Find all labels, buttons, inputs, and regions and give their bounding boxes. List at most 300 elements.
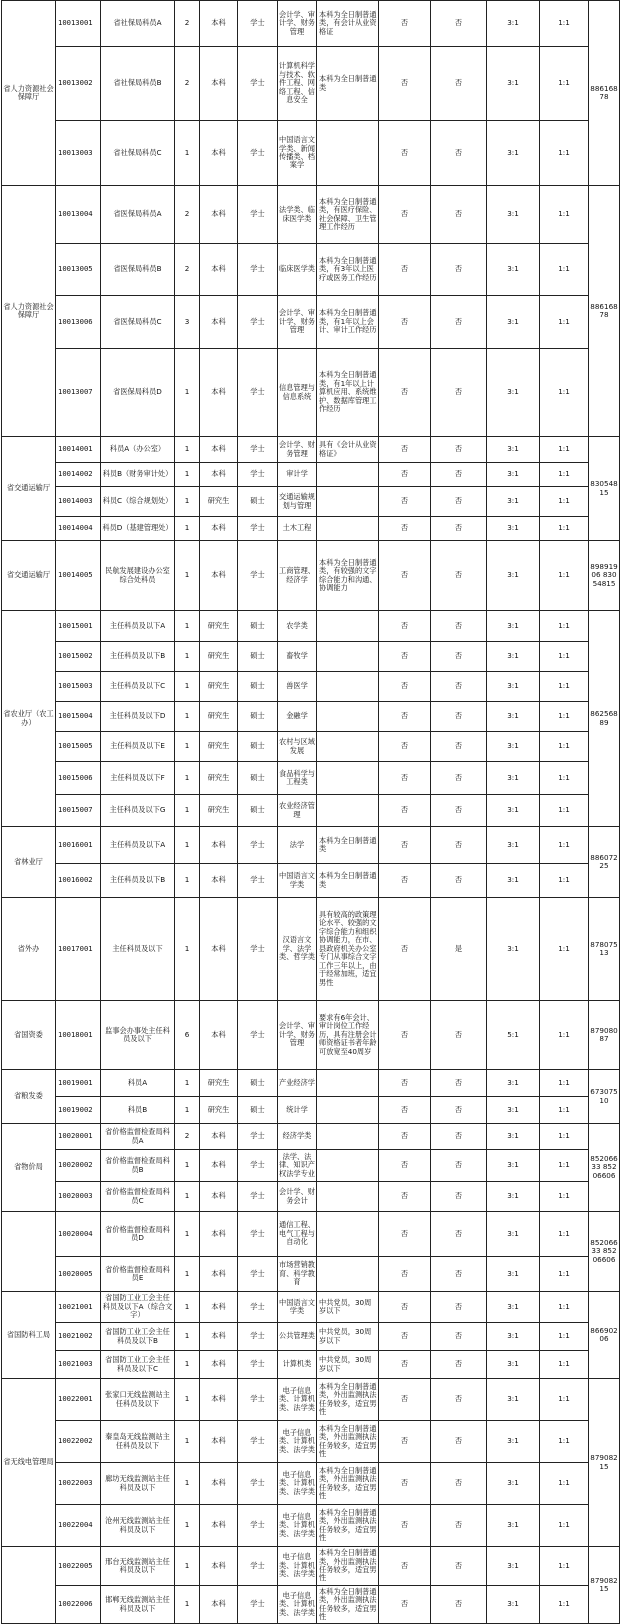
department-cell: 省农业厅（农工办） xyxy=(2,611,56,827)
exam-ratio-cell: 3:1 xyxy=(487,1379,540,1421)
degree-cell: 硕士 xyxy=(238,702,278,732)
major-cell: 计算机科学与技术、软件工程、网络工程、信息安全 xyxy=(278,47,317,121)
table-row xyxy=(2,1323,620,1351)
table-row xyxy=(2,1292,620,1323)
flag-a-cell: 否 xyxy=(379,296,431,349)
position-name-cell: 科员D（基建管理处） xyxy=(101,517,175,541)
table-row xyxy=(2,1547,620,1586)
major-cell: 电子信息类、计算机类、法学类 xyxy=(278,1547,317,1586)
flag-b-cell: 否 xyxy=(431,1351,487,1379)
hiring-count-cell: 1 xyxy=(175,1182,200,1212)
degree-cell: 学士 xyxy=(238,1292,278,1323)
flag-b-cell: 否 xyxy=(431,864,487,898)
requirements-cell: 中共党员，30周岁以下 xyxy=(317,1351,379,1379)
position-code-cell: 10021003 xyxy=(56,1351,101,1379)
hiring-count-cell: 1 xyxy=(175,702,200,732)
requirements-cell: 本科为全日制普通类，有3年以上医疗或医务工作经历 xyxy=(317,244,379,296)
interview-ratio-cell: 1:1 xyxy=(540,47,589,121)
requirements-cell: 本科为全日制普通类，外出监测执法任务较多，适宜男性 xyxy=(317,1463,379,1505)
major-cell: 中国语言文学类、新闻传播类、档案学 xyxy=(278,121,317,186)
position-name-cell: 省医保局科员D xyxy=(101,349,175,437)
interview-ratio-cell: 1:1 xyxy=(540,1001,589,1070)
interview-ratio-cell: 1:1 xyxy=(540,1070,589,1097)
flag-b-cell: 否 xyxy=(431,1586,487,1624)
hiring-count-cell: 1 xyxy=(175,1097,200,1124)
interview-ratio-cell: 1:1 xyxy=(540,296,589,349)
degree-cell: 学士 xyxy=(238,1257,278,1292)
hiring-count-cell: 1 xyxy=(175,672,200,702)
exam-ratio-cell: 3:1 xyxy=(487,1292,540,1323)
flag-a-cell: 否 xyxy=(379,702,431,732)
hiring-count-cell: 1 xyxy=(175,1150,200,1182)
interview-ratio-cell: 1:1 xyxy=(540,827,589,864)
major-cell: 法学 xyxy=(278,827,317,864)
position-code-cell: 10016002 xyxy=(56,864,101,898)
flag-b-cell: 否 xyxy=(431,702,487,732)
education-level-cell: 本科 xyxy=(200,1,238,47)
flag-b-cell: 否 xyxy=(431,1182,487,1212)
degree-cell: 学士 xyxy=(238,1323,278,1351)
hiring-count-cell: 2 xyxy=(175,186,200,244)
degree-cell: 学士 xyxy=(238,1586,278,1624)
table-row xyxy=(2,296,620,349)
requirements-cell xyxy=(317,463,379,487)
hiring-count-cell: 1 xyxy=(175,463,200,487)
exam-ratio-cell: 3:1 xyxy=(487,1124,540,1150)
major-cell: 电子信息类、计算机类、法学类 xyxy=(278,1505,317,1547)
requirements-cell: 中共党员，30周岁以下 xyxy=(317,1292,379,1323)
table-row xyxy=(2,1351,620,1379)
major-cell: 农业经济管理 xyxy=(278,795,317,827)
department-cell: 省交通运输厅 xyxy=(2,541,56,611)
contact-phone-cell: 86690206 xyxy=(589,1292,620,1379)
flag-a-cell: 否 xyxy=(379,1257,431,1292)
position-name-cell: 主任科员及以下F xyxy=(101,762,175,795)
flag-a-cell: 否 xyxy=(379,541,431,611)
flag-a-cell: 否 xyxy=(379,1150,431,1182)
exam-ratio-cell: 3:1 xyxy=(487,1351,540,1379)
major-cell: 工商管理、经济学 xyxy=(278,541,317,611)
flag-b-cell: 否 xyxy=(431,827,487,864)
table-row xyxy=(2,1182,620,1212)
requirements-cell xyxy=(317,642,379,672)
flag-b-cell: 否 xyxy=(431,487,487,517)
exam-ratio-cell: 3:1 xyxy=(487,487,540,517)
flag-b-cell: 否 xyxy=(431,1150,487,1182)
flag-b-cell: 否 xyxy=(431,186,487,244)
table-row xyxy=(2,1150,620,1182)
education-level-cell: 本科 xyxy=(200,1323,238,1351)
position-code-cell: 10020003 xyxy=(56,1182,101,1212)
education-level-cell: 本科 xyxy=(200,1150,238,1182)
department-cell: 省林业厅 xyxy=(2,827,56,898)
hiring-count-cell: 1 xyxy=(175,487,200,517)
flag-b-cell: 否 xyxy=(431,1,487,47)
education-level-cell: 本科 xyxy=(200,1421,238,1463)
flag-a-cell: 否 xyxy=(379,1351,431,1379)
major-cell: 中国语言文学类 xyxy=(278,1292,317,1323)
department-cell: 省国资委 xyxy=(2,1001,56,1070)
position-code-cell: 10021002 xyxy=(56,1323,101,1351)
education-level-cell: 本科 xyxy=(200,1292,238,1323)
degree-cell: 学士 xyxy=(238,463,278,487)
education-level-cell: 本科 xyxy=(200,1586,238,1624)
table-row xyxy=(2,186,620,244)
flag-a-cell: 否 xyxy=(379,1379,431,1421)
hiring-count-cell: 1 xyxy=(175,1212,200,1257)
education-level-cell: 本科 xyxy=(200,827,238,864)
position-code-cell: 10013006 xyxy=(56,296,101,349)
exam-ratio-cell: 3:1 xyxy=(487,349,540,437)
exam-ratio-cell: 3:1 xyxy=(487,1463,540,1505)
contact-phone-cell: 88616878 xyxy=(589,186,620,437)
position-name-cell: 省国防工业工会主任科员及以下A（综合文字） xyxy=(101,1292,175,1323)
flag-a-cell: 否 xyxy=(379,1182,431,1212)
position-code-cell: 10015006 xyxy=(56,762,101,795)
flag-a-cell: 否 xyxy=(379,864,431,898)
position-name-cell: 张家口无线监测站主任科员及以下 xyxy=(101,1379,175,1421)
table-row xyxy=(2,732,620,762)
interview-ratio-cell: 1:1 xyxy=(540,1097,589,1124)
exam-ratio-cell: 3:1 xyxy=(487,1212,540,1257)
education-level-cell: 本科 xyxy=(200,1379,238,1421)
major-cell: 电子信息类、计算机类、法学类 xyxy=(278,1421,317,1463)
flag-a-cell: 否 xyxy=(379,437,431,463)
major-cell: 会计学、审计学、财务管理 xyxy=(278,296,317,349)
major-cell: 土木工程 xyxy=(278,517,317,541)
table-row xyxy=(2,244,620,296)
major-cell: 汉语言文学、法学类、哲学类 xyxy=(278,898,317,1001)
flag-b-cell: 否 xyxy=(431,762,487,795)
interview-ratio-cell: 1:1 xyxy=(540,611,589,642)
position-code-cell: 10013001 xyxy=(56,1,101,47)
table-row xyxy=(2,864,620,898)
degree-cell: 学士 xyxy=(238,349,278,437)
position-name-cell: 省社保局科员A xyxy=(101,1,175,47)
flag-a-cell: 否 xyxy=(379,47,431,121)
contact-phone-cell: 67307510 xyxy=(589,1070,620,1124)
contact-phone-cell: 88616878 xyxy=(589,1,620,186)
position-code-cell: 10017001 xyxy=(56,898,101,1001)
flag-b-cell: 否 xyxy=(431,642,487,672)
exam-ratio-cell: 3:1 xyxy=(487,795,540,827)
major-cell: 会计学、审计学、财务管理 xyxy=(278,1,317,47)
interview-ratio-cell: 1:1 xyxy=(540,517,589,541)
department-cell: 省人力资源社会保障厅 xyxy=(2,186,56,437)
requirements-cell xyxy=(317,795,379,827)
position-name-cell: 省价格监督检查局科员B xyxy=(101,1150,175,1182)
contact-phone-cell: 87807513 xyxy=(589,898,620,1001)
degree-cell: 学士 xyxy=(238,1547,278,1586)
education-level-cell: 本科 xyxy=(200,541,238,611)
exam-ratio-cell: 3:1 xyxy=(487,1547,540,1586)
hiring-count-cell: 1 xyxy=(175,349,200,437)
position-code-cell: 10022006 xyxy=(56,1586,101,1624)
position-name-cell: 主任科员及以下C xyxy=(101,672,175,702)
position-name-cell: 主任科员及以下B xyxy=(101,864,175,898)
hiring-count-cell: 1 xyxy=(175,1505,200,1547)
major-cell: 电子信息类、计算机类、法学类 xyxy=(278,1463,317,1505)
position-code-cell: 10022002 xyxy=(56,1421,101,1463)
position-code-cell: 10015007 xyxy=(56,795,101,827)
flag-a-cell: 否 xyxy=(379,898,431,1001)
degree-cell: 学士 xyxy=(238,244,278,296)
hiring-count-cell: 1 xyxy=(175,864,200,898)
flag-a-cell: 否 xyxy=(379,642,431,672)
position-code-cell: 10020005 xyxy=(56,1257,101,1292)
education-level-cell: 本科 xyxy=(200,898,238,1001)
major-cell: 经济学类 xyxy=(278,1124,317,1150)
requirements-cell xyxy=(317,1097,379,1124)
position-code-cell: 10013005 xyxy=(56,244,101,296)
flag-b-cell: 否 xyxy=(431,1292,487,1323)
table-row xyxy=(2,1421,620,1463)
interview-ratio-cell: 1:1 xyxy=(540,864,589,898)
major-cell: 电子信息类、计算机类、法学类 xyxy=(278,1586,317,1624)
requirements-cell: 本科为全日制普通类，有1年以上计算机应用、系统维护、数据库管理工作经历 xyxy=(317,349,379,437)
flag-a-cell: 否 xyxy=(379,1070,431,1097)
degree-cell: 硕士 xyxy=(238,1070,278,1097)
requirements-cell xyxy=(317,1257,379,1292)
major-cell: 电子信息类、计算机类、法学类 xyxy=(278,1379,317,1421)
hiring-count-cell: 1 xyxy=(175,1379,200,1421)
position-name-cell: 沧州无线监测站主任科员及以下 xyxy=(101,1505,175,1547)
exam-ratio-cell: 3:1 xyxy=(487,1182,540,1212)
exam-ratio-cell: 3:1 xyxy=(487,1097,540,1124)
requirements-cell: 要求有6年会计、审计岗位工作经历，具有注册会计师资格证书者年龄可放宽至40周岁 xyxy=(317,1001,379,1070)
position-name-cell: 主任科员及以下A xyxy=(101,827,175,864)
education-level-cell: 研究生 xyxy=(200,762,238,795)
position-code-cell: 10015005 xyxy=(56,732,101,762)
exam-ratio-cell: 3:1 xyxy=(487,121,540,186)
interview-ratio-cell: 1:1 xyxy=(540,244,589,296)
requirements-cell xyxy=(317,1182,379,1212)
hiring-count-cell: 6 xyxy=(175,1001,200,1070)
requirements-cell: 具有较高的政策理论水平、较强的文字综合能力和组织协调能力，在市、县政府机关办公室专门从事综合文字工作三年以上，由于经常加班，适宜男性 xyxy=(317,898,379,1001)
degree-cell: 学士 xyxy=(238,898,278,1001)
education-level-cell: 研究生 xyxy=(200,611,238,642)
hiring-count-cell: 1 xyxy=(175,642,200,672)
flag-a-cell: 否 xyxy=(379,732,431,762)
exam-ratio-cell: 3:1 xyxy=(487,732,540,762)
degree-cell: 学士 xyxy=(238,1505,278,1547)
requirements-cell xyxy=(317,702,379,732)
table-row xyxy=(2,487,620,517)
requirements-cell: 本科为全日制普通类，有1年以上会计、审计工作经历 xyxy=(317,296,379,349)
position-code-cell: 10016001 xyxy=(56,827,101,864)
flag-a-cell: 否 xyxy=(379,827,431,864)
exam-ratio-cell: 3:1 xyxy=(487,898,540,1001)
interview-ratio-cell: 1:1 xyxy=(540,1257,589,1292)
position-name-cell: 省国防工业工会主任科员及以下C xyxy=(101,1351,175,1379)
requirements-cell: 本科为全日制普通类，有较强的文字综合能力和沟通、协调能力 xyxy=(317,541,379,611)
exam-ratio-cell: 3:1 xyxy=(487,611,540,642)
table-row xyxy=(2,702,620,732)
interview-ratio-cell: 1:1 xyxy=(540,702,589,732)
degree-cell: 学士 xyxy=(238,1379,278,1421)
requirements-cell: 本科为全日制普通类，外出监测执法任务较多，适宜男性 xyxy=(317,1379,379,1421)
interview-ratio-cell: 1:1 xyxy=(540,732,589,762)
requirements-cell: 中共党员，30周岁以下 xyxy=(317,1323,379,1351)
contact-phone-cell: 85206633 85206606 xyxy=(589,1212,620,1292)
interview-ratio-cell: 1:1 xyxy=(540,541,589,611)
hiring-count-cell: 1 xyxy=(175,1292,200,1323)
position-name-cell: 秦皇岛无线监测站主任科员及以下 xyxy=(101,1421,175,1463)
position-code-cell: 10022003 xyxy=(56,1463,101,1505)
flag-a-cell: 否 xyxy=(379,1124,431,1150)
education-level-cell: 本科 xyxy=(200,1124,238,1150)
hiring-count-cell: 1 xyxy=(175,611,200,642)
table-row xyxy=(2,349,620,437)
interview-ratio-cell: 1:1 xyxy=(540,121,589,186)
degree-cell: 学士 xyxy=(238,1463,278,1505)
degree-cell: 学士 xyxy=(238,1,278,47)
major-cell: 中国语言文学类 xyxy=(278,864,317,898)
department-cell: 省外办 xyxy=(2,898,56,1001)
degree-cell: 学士 xyxy=(238,827,278,864)
department-cell: 省交通运输厅 xyxy=(2,437,56,541)
exam-ratio-cell: 3:1 xyxy=(487,864,540,898)
major-cell: 计算机类 xyxy=(278,1351,317,1379)
position-name-cell: 邯郸无线监测站主任科员及以下 xyxy=(101,1586,175,1624)
department-cell: 省物价局 xyxy=(2,1124,56,1212)
major-cell: 会计学、审计学、财务管理 xyxy=(278,1001,317,1070)
position-name-cell: 科员B（财务审计处） xyxy=(101,463,175,487)
major-cell: 法学、法律、知识产权法学专业 xyxy=(278,1150,317,1182)
degree-cell: 学士 xyxy=(238,1124,278,1150)
table-row xyxy=(2,611,620,642)
education-level-cell: 本科 xyxy=(200,244,238,296)
table-row xyxy=(2,1586,620,1624)
hiring-count-cell: 1 xyxy=(175,1257,200,1292)
education-level-cell: 本科 xyxy=(200,186,238,244)
interview-ratio-cell: 1:1 xyxy=(540,1124,589,1150)
position-name-cell: 科员C（综合规划处） xyxy=(101,487,175,517)
requirements-cell xyxy=(317,672,379,702)
table-row xyxy=(2,1212,620,1257)
flag-b-cell: 否 xyxy=(431,795,487,827)
major-cell: 统计学 xyxy=(278,1097,317,1124)
major-cell: 临床医学类 xyxy=(278,244,317,296)
exam-ratio-cell: 3:1 xyxy=(487,762,540,795)
interview-ratio-cell: 1:1 xyxy=(540,463,589,487)
flag-b-cell: 否 xyxy=(431,732,487,762)
table-row xyxy=(2,672,620,702)
degree-cell: 学士 xyxy=(238,1421,278,1463)
flag-a-cell: 否 xyxy=(379,1547,431,1586)
hiring-count-cell: 1 xyxy=(175,1463,200,1505)
interview-ratio-cell: 1:1 xyxy=(540,487,589,517)
flag-b-cell: 否 xyxy=(431,1212,487,1257)
requirements-cell xyxy=(317,121,379,186)
requirements-cell: 本科为全日制普通类，有医疗保险、社会保障、卫生管理工作经历 xyxy=(317,186,379,244)
flag-a-cell: 否 xyxy=(379,121,431,186)
major-cell: 会计学、财务会计 xyxy=(278,1182,317,1212)
flag-b-cell: 否 xyxy=(431,541,487,611)
degree-cell: 学士 xyxy=(238,47,278,121)
hiring-count-cell: 1 xyxy=(175,437,200,463)
education-level-cell: 本科 xyxy=(200,437,238,463)
table-row xyxy=(2,1463,620,1505)
exam-ratio-cell: 3:1 xyxy=(487,1586,540,1624)
interview-ratio-cell: 1:1 xyxy=(540,1505,589,1547)
flag-a-cell: 否 xyxy=(379,463,431,487)
degree-cell: 学士 xyxy=(238,437,278,463)
education-level-cell: 本科 xyxy=(200,349,238,437)
requirements-cell xyxy=(317,1124,379,1150)
requirements-cell: 本科为全日制普通类，外出监测执法任务较多，适宜男性 xyxy=(317,1586,379,1624)
education-level-cell: 研究生 xyxy=(200,732,238,762)
flag-a-cell: 否 xyxy=(379,1323,431,1351)
position-code-cell: 10015004 xyxy=(56,702,101,732)
requirements-cell: 本科为全日制普通类，有会计从业资格证 xyxy=(317,1,379,47)
table-row xyxy=(2,1097,620,1124)
position-name-cell: 省国防工业工会主任科员及以下B xyxy=(101,1323,175,1351)
table-row xyxy=(2,463,620,487)
degree-cell: 学士 xyxy=(238,1212,278,1257)
education-level-cell: 本科 xyxy=(200,1505,238,1547)
hiring-count-cell: 3 xyxy=(175,296,200,349)
requirements-cell xyxy=(317,1212,379,1257)
position-code-cell: 10013004 xyxy=(56,186,101,244)
position-code-cell: 10015003 xyxy=(56,672,101,702)
hiring-count-cell: 1 xyxy=(175,517,200,541)
exam-ratio-cell: 3:1 xyxy=(487,463,540,487)
flag-a-cell: 否 xyxy=(379,762,431,795)
flag-b-cell: 否 xyxy=(431,463,487,487)
department-cell: 省粮发委 xyxy=(2,1070,56,1124)
degree-cell: 硕士 xyxy=(238,487,278,517)
position-name-cell: 省医保局科员C xyxy=(101,296,175,349)
flag-b-cell: 否 xyxy=(431,1505,487,1547)
contact-phone-cell: 83054815 xyxy=(589,437,620,541)
requirements-cell: 具有《会计从业资格证》 xyxy=(317,437,379,463)
degree-cell: 硕士 xyxy=(238,611,278,642)
major-cell: 交通运输规划与管理 xyxy=(278,487,317,517)
interview-ratio-cell: 1:1 xyxy=(540,1182,589,1212)
position-name-cell: 省价格监督检查局科员D xyxy=(101,1212,175,1257)
position-name-cell: 省价格监督检查局科员C xyxy=(101,1182,175,1212)
position-name-cell: 科员B xyxy=(101,1097,175,1124)
hiring-count-cell: 1 xyxy=(175,541,200,611)
flag-b-cell: 否 xyxy=(431,437,487,463)
position-name-cell: 主任科员及以下B xyxy=(101,642,175,672)
education-level-cell: 本科 xyxy=(200,864,238,898)
major-cell: 公共管理类 xyxy=(278,1323,317,1351)
position-code-cell: 10013003 xyxy=(56,121,101,186)
position-name-cell: 科员A（办公室） xyxy=(101,437,175,463)
department-cell xyxy=(2,1547,56,1624)
interview-ratio-cell: 1:1 xyxy=(540,1,589,47)
education-level-cell: 本科 xyxy=(200,1463,238,1505)
major-cell: 产业经济学 xyxy=(278,1070,317,1097)
position-code-cell: 10022005 xyxy=(56,1547,101,1586)
degree-cell: 硕士 xyxy=(238,1097,278,1124)
position-code-cell: 10014002 xyxy=(56,463,101,487)
position-code-cell: 10015001 xyxy=(56,611,101,642)
flag-a-cell: 否 xyxy=(379,1505,431,1547)
hiring-count-cell: 1 xyxy=(175,1070,200,1097)
flag-b-cell: 否 xyxy=(431,121,487,186)
hiring-count-cell: 1 xyxy=(175,121,200,186)
flag-a-cell: 否 xyxy=(379,487,431,517)
degree-cell: 硕士 xyxy=(238,642,278,672)
table-row xyxy=(2,827,620,864)
table-row xyxy=(2,1257,620,1292)
position-code-cell: 10022001 xyxy=(56,1379,101,1421)
position-code-cell: 10014004 xyxy=(56,517,101,541)
hiring-count-cell: 1 xyxy=(175,795,200,827)
